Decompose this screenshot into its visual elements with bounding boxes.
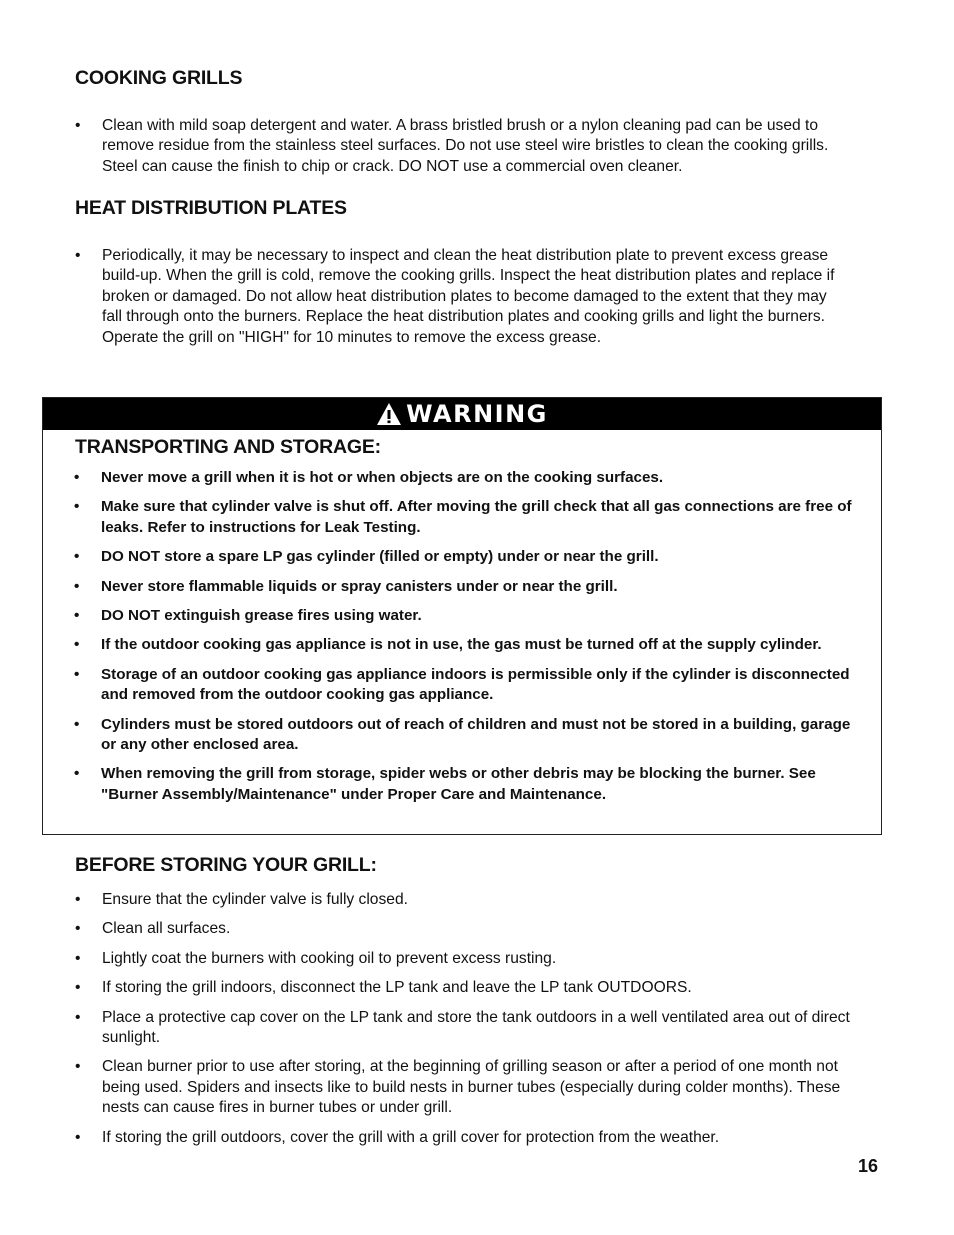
cooking-grills-list bbox=[75, 116, 860, 177]
page-number: 16 bbox=[858, 1156, 879, 1176]
bullet: • bbox=[74, 665, 80, 683]
list-item bbox=[74, 665, 854, 706]
list-item bbox=[74, 606, 854, 626]
list-item-text: Make sure that cylinder valve is shut off. After moving the grill check that all gas connections are free of leaks. Refer to instructions for Leak Testing. bbox=[101, 498, 852, 536]
bullet: • bbox=[75, 1058, 81, 1076]
list-item bbox=[74, 715, 854, 756]
list-item-text: Lightly coat the burners with cooking oil to prevent excess rusting. bbox=[102, 949, 557, 967]
list-item-text: If storing the grill outdoors, cover the grill with a grill cover for protection from the weather. bbox=[102, 1128, 720, 1146]
list-item-text: If storing the grill indoors, disconnect the LP tank and leave the LP tank OUTDOORS. bbox=[102, 979, 692, 997]
list-item bbox=[74, 497, 854, 538]
warning-label: WARNING bbox=[406, 400, 548, 428]
bullet: • bbox=[75, 247, 81, 264]
list-item-text: DO NOT extinguish grease fires using water. bbox=[101, 607, 422, 625]
bullet: • bbox=[74, 548, 80, 566]
bullet: • bbox=[74, 607, 80, 625]
list-item-text: Never store flammable liquids or spray canisters under or near the grill. bbox=[101, 577, 618, 595]
bullet: • bbox=[75, 1128, 81, 1146]
list-item bbox=[74, 635, 854, 655]
list-item bbox=[75, 978, 860, 998]
bullet: • bbox=[74, 765, 80, 783]
list-item-text: If the outdoor cooking gas appliance is not in use, the gas must be turned off at the supply cylinder. bbox=[101, 636, 822, 654]
bullet: • bbox=[75, 117, 81, 134]
bullet: • bbox=[74, 498, 80, 516]
list-item bbox=[74, 764, 854, 805]
warning-box bbox=[42, 397, 882, 835]
list-item bbox=[75, 890, 860, 910]
bullet: • bbox=[74, 469, 80, 486]
list-item-text: DO NOT store a spare LP gas cylinder (filled or empty) under or near the grill. bbox=[101, 548, 659, 566]
list-item-text: Place a protective cap cover on the LP tank and store the tank outdoors in a well ventilated area out of direct sunlight. bbox=[102, 1008, 850, 1047]
list-item-text: Ensure that the cylinder valve is fully closed. bbox=[102, 891, 408, 908]
transporting-storage-heading: TRANSPORTING AND STORAGE: bbox=[75, 436, 381, 458]
warning-banner bbox=[43, 398, 881, 430]
list-item bbox=[75, 1057, 860, 1118]
list-item bbox=[74, 547, 854, 567]
heat-distribution-heading: HEAT DISTRIBUTION PLATES bbox=[75, 197, 347, 219]
bullet: • bbox=[74, 577, 80, 595]
list-item-text: Never move a grill when it is hot or when objects are on the cooking surfaces. bbox=[101, 469, 664, 486]
heat-distribution-list bbox=[75, 246, 845, 348]
list-item-text: Clean burner prior to use after storing, at the beginning of grilling season or after a period of one month not being used. Spiders and insects like to build nests in burner tubes (especially during colder months). These nests can cause fires in burner tubes or under grill. bbox=[102, 1058, 841, 1117]
list-item bbox=[74, 468, 854, 488]
before-storing-list bbox=[75, 890, 860, 1157]
list-item bbox=[75, 1008, 860, 1049]
list-item bbox=[75, 246, 845, 348]
list-item-text: Cylinders must be stored outdoors out of reach of children and must not be stored in a building, garage or any other enclosed area. bbox=[101, 715, 851, 754]
cooking-grills-heading: COOKING GRILLS bbox=[75, 67, 243, 89]
bullet: • bbox=[75, 1008, 81, 1026]
before-storing-heading: BEFORE STORING YOUR GRILL: bbox=[75, 854, 377, 876]
list-item-text: Periodically, it may be necessary to inspect and clean the heat distribution plate to prevent excess grease build-up. When the grill is cold, remove the cooking grills. Inspect the heat distribution plates and replace if broken or damaged. Do not allow heat distribution plates to become damaged to the extent that they may fall through onto the burners. Replace the heat distribution plates and cooking grills and light the burners. Operate the grill on "HIGH" for 10 minutes to remove the excess grease. bbox=[102, 247, 835, 346]
bullet: • bbox=[74, 636, 80, 654]
list-item bbox=[75, 1128, 860, 1148]
list-item bbox=[75, 919, 860, 939]
transporting-storage-list bbox=[74, 468, 854, 814]
bullet: • bbox=[75, 920, 81, 938]
list-item bbox=[74, 577, 854, 597]
list-item-text: When removing the grill from storage, spider webs or other debris may be blocking the burner. See "Burner Assembly/Maintenance" under Proper Care and Maintenance. bbox=[101, 765, 816, 803]
bullet: • bbox=[75, 891, 81, 908]
list-item bbox=[75, 116, 860, 177]
list-item-text: Clean all surfaces. bbox=[102, 920, 231, 938]
bullet: • bbox=[75, 979, 81, 997]
warning-triangle-icon bbox=[376, 402, 402, 426]
list-item-text: Storage of an outdoor cooking gas appliance indoors is permissible only if the cylinder is disconnected and removed from the outdoor cooking gas appliance. bbox=[101, 665, 850, 704]
bullet: • bbox=[74, 715, 80, 733]
bullet: • bbox=[75, 949, 81, 967]
list-item bbox=[75, 949, 860, 969]
list-item-text: Clean with mild soap detergent and water. A brass bristled brush or a nylon cleaning pad can be used to remove residue from the stainless steel surfaces. Do not use steel wire bristles to clean the cooking grills. Steel can cause the finish to chip or crack. DO NOT use a commercial oven cleaner. bbox=[102, 117, 829, 175]
